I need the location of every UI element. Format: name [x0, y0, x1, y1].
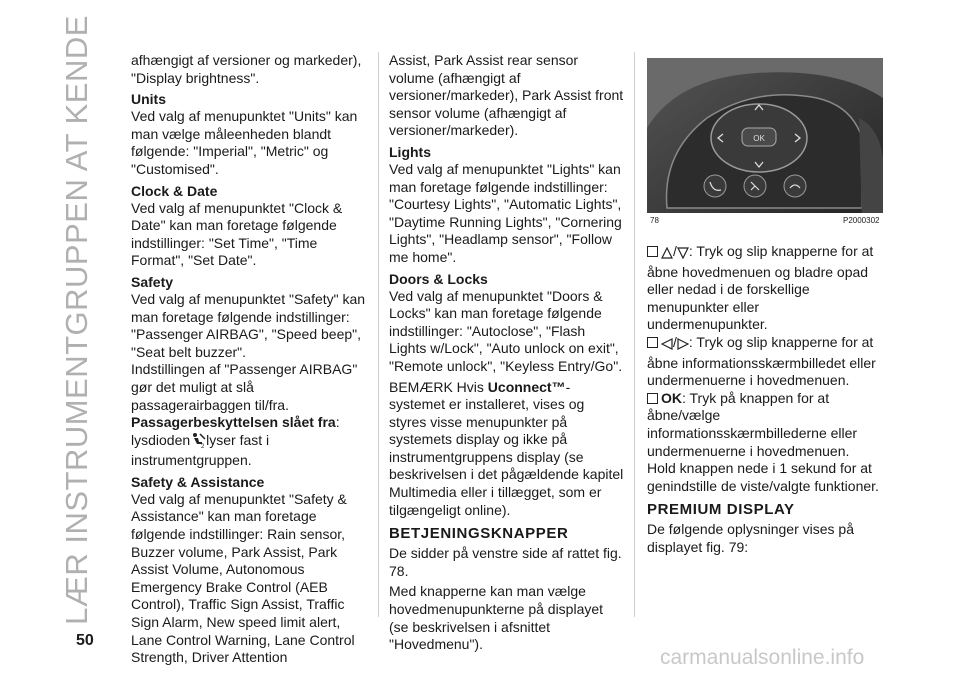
up-down-separator: / [673, 243, 677, 259]
left-right-separator: / [673, 333, 677, 350]
figure-number: 78 [650, 216, 659, 225]
safety-assistance-heading: Safety & Assistance [131, 473, 265, 490]
ok-hold-text: Hold knappen nede i 1 sekund for at genindstille de viste/valgte funktioner. [647, 460, 879, 494]
column-1 [131, 52, 371, 667]
bullet-box-icon [647, 337, 658, 348]
figure-ok-label: OK [753, 134, 765, 143]
doors-locks-heading: Doors & Locks [389, 270, 488, 287]
down-arrow-icon [677, 246, 689, 264]
column-3 [647, 243, 883, 557]
up-arrow-icon [661, 246, 673, 264]
uconnect-note [389, 379, 625, 520]
control-buttons-heading: BETJENINGSKNAPPER [389, 525, 569, 543]
uconnect-label: Uconnect™ [487, 378, 566, 395]
safety-heading: Safety [131, 273, 174, 290]
ok-button-text: : Tryk på knappen for at åbne/vælge informationsskærmbillederne eller undermenuerne i hovedmenuen. [647, 389, 858, 459]
up-down-buttons-text: : Tryk og slip knapperne for at åbne hovedmenuen og bladre opad eller nedad i de forskellige menupunkter eller undermenupunkter. [647, 243, 874, 333]
bullet-box-icon [647, 393, 658, 404]
column-divider-1 [378, 52, 379, 617]
note-body: -systemet er installeret, vises og styres visse menupunkter på systemets display og ikke på instrumentgruppens display (se beskrivelsen i det pågældende kapitel Multimedia eller i tillægget, som er tilgængeligt online). [389, 378, 624, 518]
bullet-box-icon [647, 246, 658, 257]
svg-text:2: 2 [201, 443, 205, 448]
up-down-buttons-item [647, 243, 883, 334]
premium-display-text: De følgende oplysninger vises på displayet fig. 79: [647, 521, 855, 555]
units-heading: Units [131, 91, 166, 108]
airbag-text-c: lyser fast i instrumentgruppen. [131, 431, 270, 469]
right-arrow-icon [677, 337, 689, 355]
chapter-side-title-text: LÆR INSTRUMENTGRUPPEN AT KENDE [59, 15, 94, 625]
footer-watermark: carmanualsonline.info [660, 646, 865, 669]
units-text: Ved valg af menupunktet "Units" kan man vælge måleenheden blandt følgende: "Imperial", "Metric" og "Customised". [131, 108, 358, 177]
doors-locks-text: Ved valg af menupunktet "Doors & Locks" kan man foretage følgende indstillinger: "Autoclose", "Flash Lights w/Lock", "Auto unlock on exit", "Remote unlock", "Keyless Entry/Go". [389, 287, 623, 374]
steering-wheel-controls-figure [647, 58, 883, 226]
column-divider-2 [634, 52, 635, 617]
note-prefix: BEMÆRK Hvis [389, 378, 488, 395]
safety-assistance-text: Ved valg af menupunktet "Safety & Assistance" kan man foretage følgende indstillinger: Rain sensor, Buzzer volume, Park Assist, Park Assist Volume, Autonomous Emergency Brake Control (AEB Control), Traffic Sign Assist, Traffic Sign Alarm, New speed limit alert, Lane Control Warning, Lane Control Strength, Driver Attention [131, 490, 355, 666]
col2-intro: Assist, Park Assist rear sensor volume (afhængigt af versioner/markeder), Park Assist front sensor volume (afhængigt af versioner/markeder). [389, 52, 624, 139]
control-buttons-text-1: De sidder på venstre side af rattet fig. 78. [389, 545, 622, 579]
airbag-text-b: : lysdioden [131, 414, 340, 448]
ok-label: OK [661, 389, 682, 406]
left-right-buttons-text: : Tryk og slip knapperne for at åbne informationsskærmbilledet eller undermenuerne i hovedmenuen. [647, 333, 876, 389]
airbag-text-a: Indstillingen af "Passenger AIRBAG" gør det muligt at slå passagerairbaggen til/fra. [131, 361, 358, 413]
left-right-buttons-item [647, 334, 883, 390]
chapter-side-title [52, 15, 102, 625]
col1-intro: afhængigt af versioner og markeder), "Display brightness". [131, 52, 362, 86]
safety-text: Ved valg af menupunktet "Safety" kan man foretage følgende indstillinger: "Passenger AIRBAG", "Speed beep", "Seat belt buzzer". [131, 290, 366, 360]
lights-heading: Lights [389, 143, 431, 160]
passenger-airbag-off-icon [190, 432, 206, 453]
ok-button-item [647, 390, 883, 460]
airbag-text [131, 361, 371, 470]
figure-code: P2000302 [843, 216, 880, 225]
airbag-protection-off: Passagerbeskyttelsen slået fra [131, 414, 336, 431]
clock-date-heading: Clock & Date [131, 182, 218, 199]
clock-date-text: Ved valg af menupunktet "Clock & Date" kan man foretage følgende indstillinger: "Set Time", "Time Format", "Set Date". [131, 199, 343, 269]
control-buttons-text-2: Med knapperne kan man vælge hovedmenupunkterne på displayet (se beskrivelsen i afsnittet "Hovedmenu"). [389, 583, 604, 653]
left-arrow-icon [661, 337, 673, 355]
premium-display-heading: PREMIUM DISPLAY [647, 501, 795, 519]
page-number: 50 [76, 632, 94, 649]
lights-text: Ved valg af menupunktet "Lights" kan man foretage følgende indstillinger: "Courtesy Lights", "Automatic Lights", "Daytime Running Lights", "Cornering Lights", "Headlamp sensor", "Follow me home". [389, 160, 622, 265]
column-2 [389, 52, 625, 654]
